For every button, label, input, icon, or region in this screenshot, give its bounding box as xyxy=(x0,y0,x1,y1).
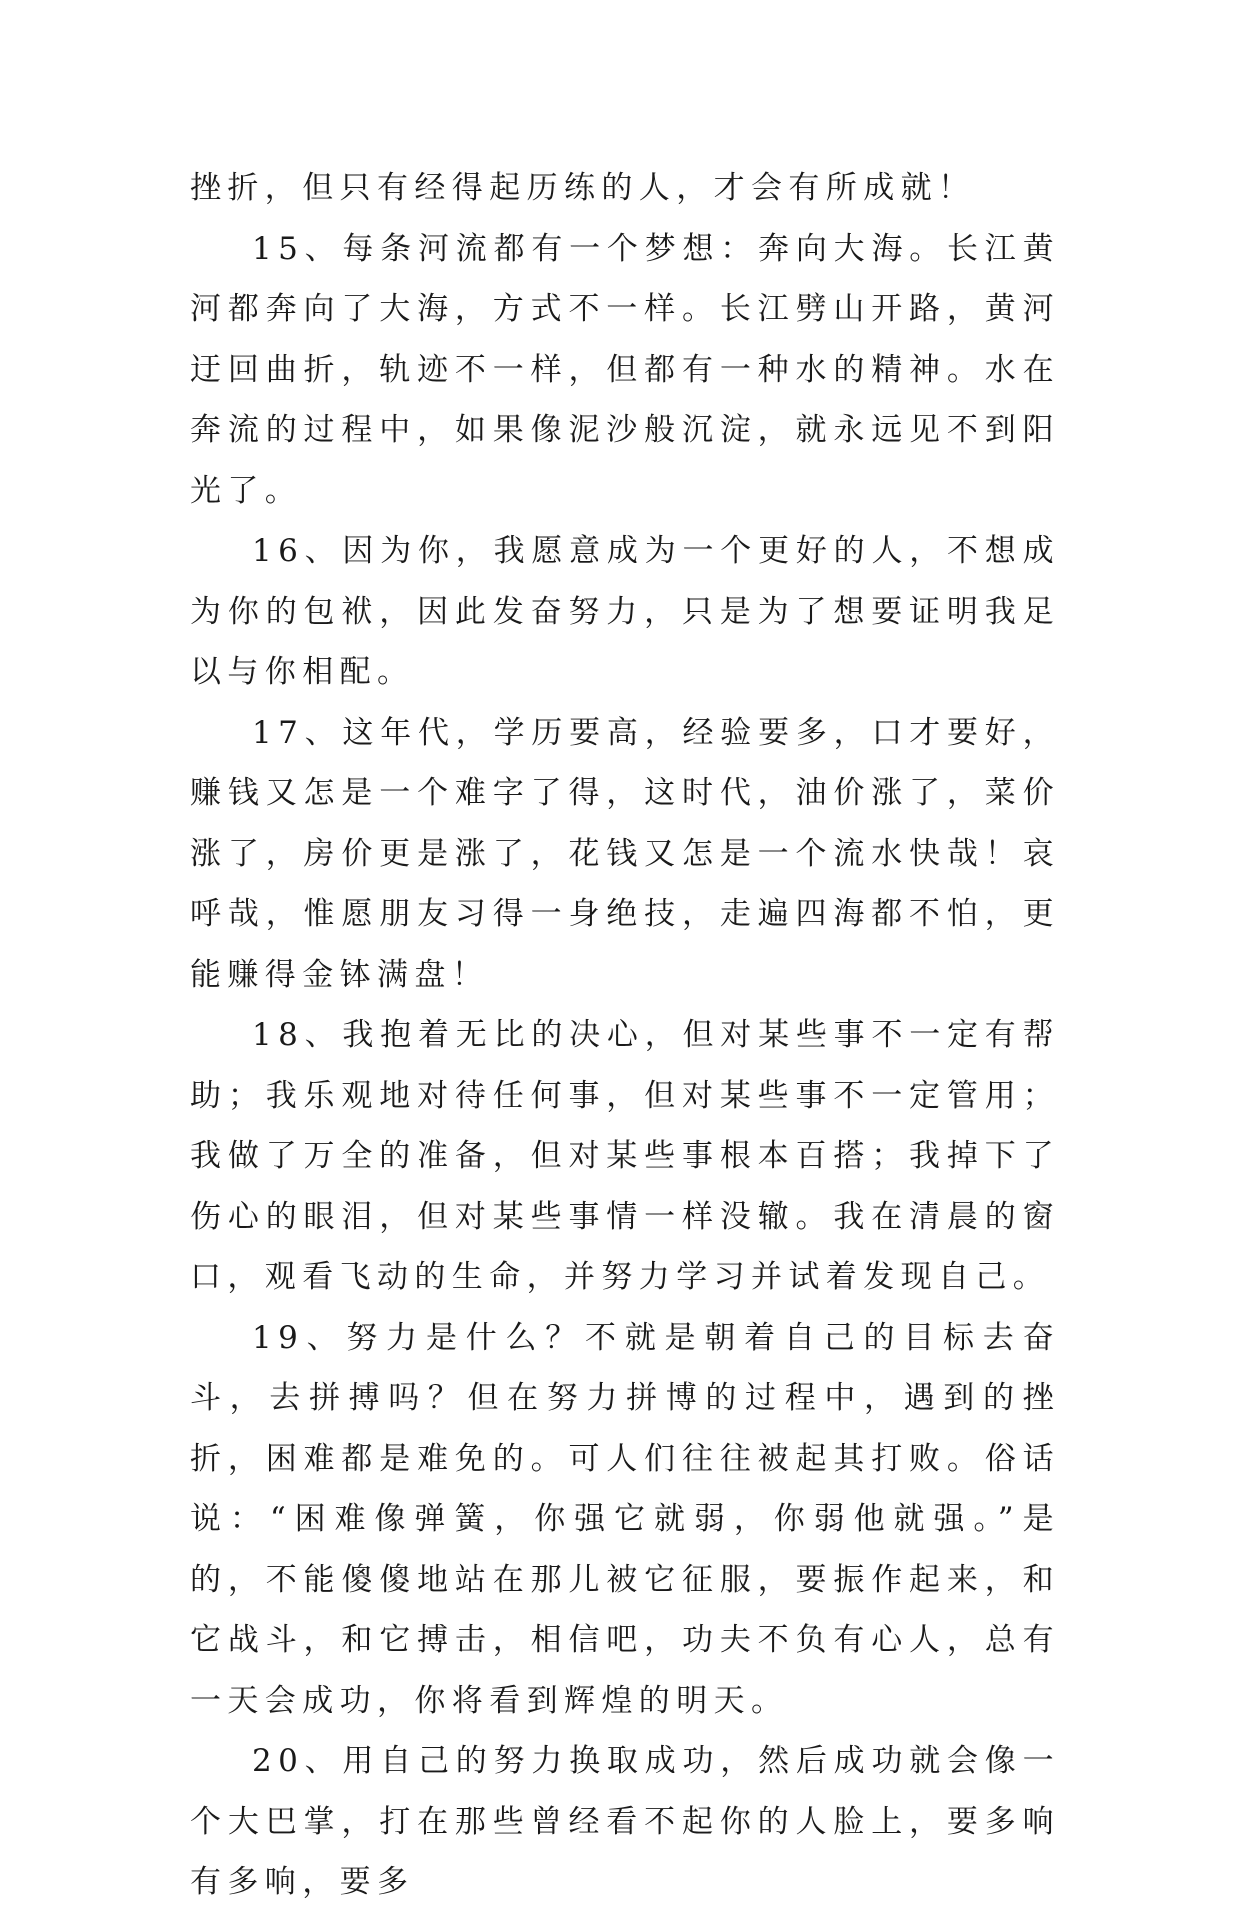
paragraph-20: 20、用自己的努力换取成功，然后成功就会像一个大巴掌，打在那些曾经看不起你的人脸上，要多响有多响，要多 xyxy=(190,1743,1060,1900)
paragraph-continuation: 挫折，但只有经得起历练的人，才会有所成就！ xyxy=(190,170,976,206)
paragraph-17: 17、这年代，学历要高，经验要多，口才要好，赚钱又怎是一个难字了得，这时代，油价涨了，菜价涨了，房价更是涨了，花钱又怎是一个流水快哉！哀呼哉，惟愿朋友习得一身绝技，走遍四海都不怕，更能赚得金钵满盘！ xyxy=(190,714,1060,993)
document-body xyxy=(190,158,1060,1913)
paragraph-19: 19、努力是什么？不就是朝着自己的目标去奋斗，去拼搏吗？但在努力拼博的过程中，遇到的挫折，困难都是难免的。可人们往往被起其打败。俗话说：“困难像弹簧，你强它就弱，你弱他就强。”是的，不能傻傻地站在那儿被它征服，要振作起来，和它战斗，和它搏击，相信吧，功夫不负有心人，总有一天会成功，你将看到辉煌的明天。 xyxy=(190,1319,1060,1719)
paragraph-16: 16、因为你，我愿意成为一个更好的人，不想成为你的包袱，因此发奋努力，只是为了想要证明我足以与你相配。 xyxy=(190,533,1060,690)
paragraph-18: 18、我抱着无比的决心，但对某些事不一定有帮助；我乐观地对待任何事，但对某些事不一定管用；我做了万全的准备，但对某些事根本百搭；我掉下了伤心的眼泪，但对某些事情一样没辙。我在清晨的窗口，观看飞动的生命，并努力学习并试着发现自己。 xyxy=(190,1017,1060,1295)
paragraph-15: 15、每条河流都有一个梦想：奔向大海。长江黄河都奔向了大海，方式不一样。长江劈山开路，黄河迂回曲折，轨迹不一样，但都有一种水的精神。水在奔流的过程中，如果像泥沙般沉淀，就永远见不到阳光了。 xyxy=(190,230,1060,509)
